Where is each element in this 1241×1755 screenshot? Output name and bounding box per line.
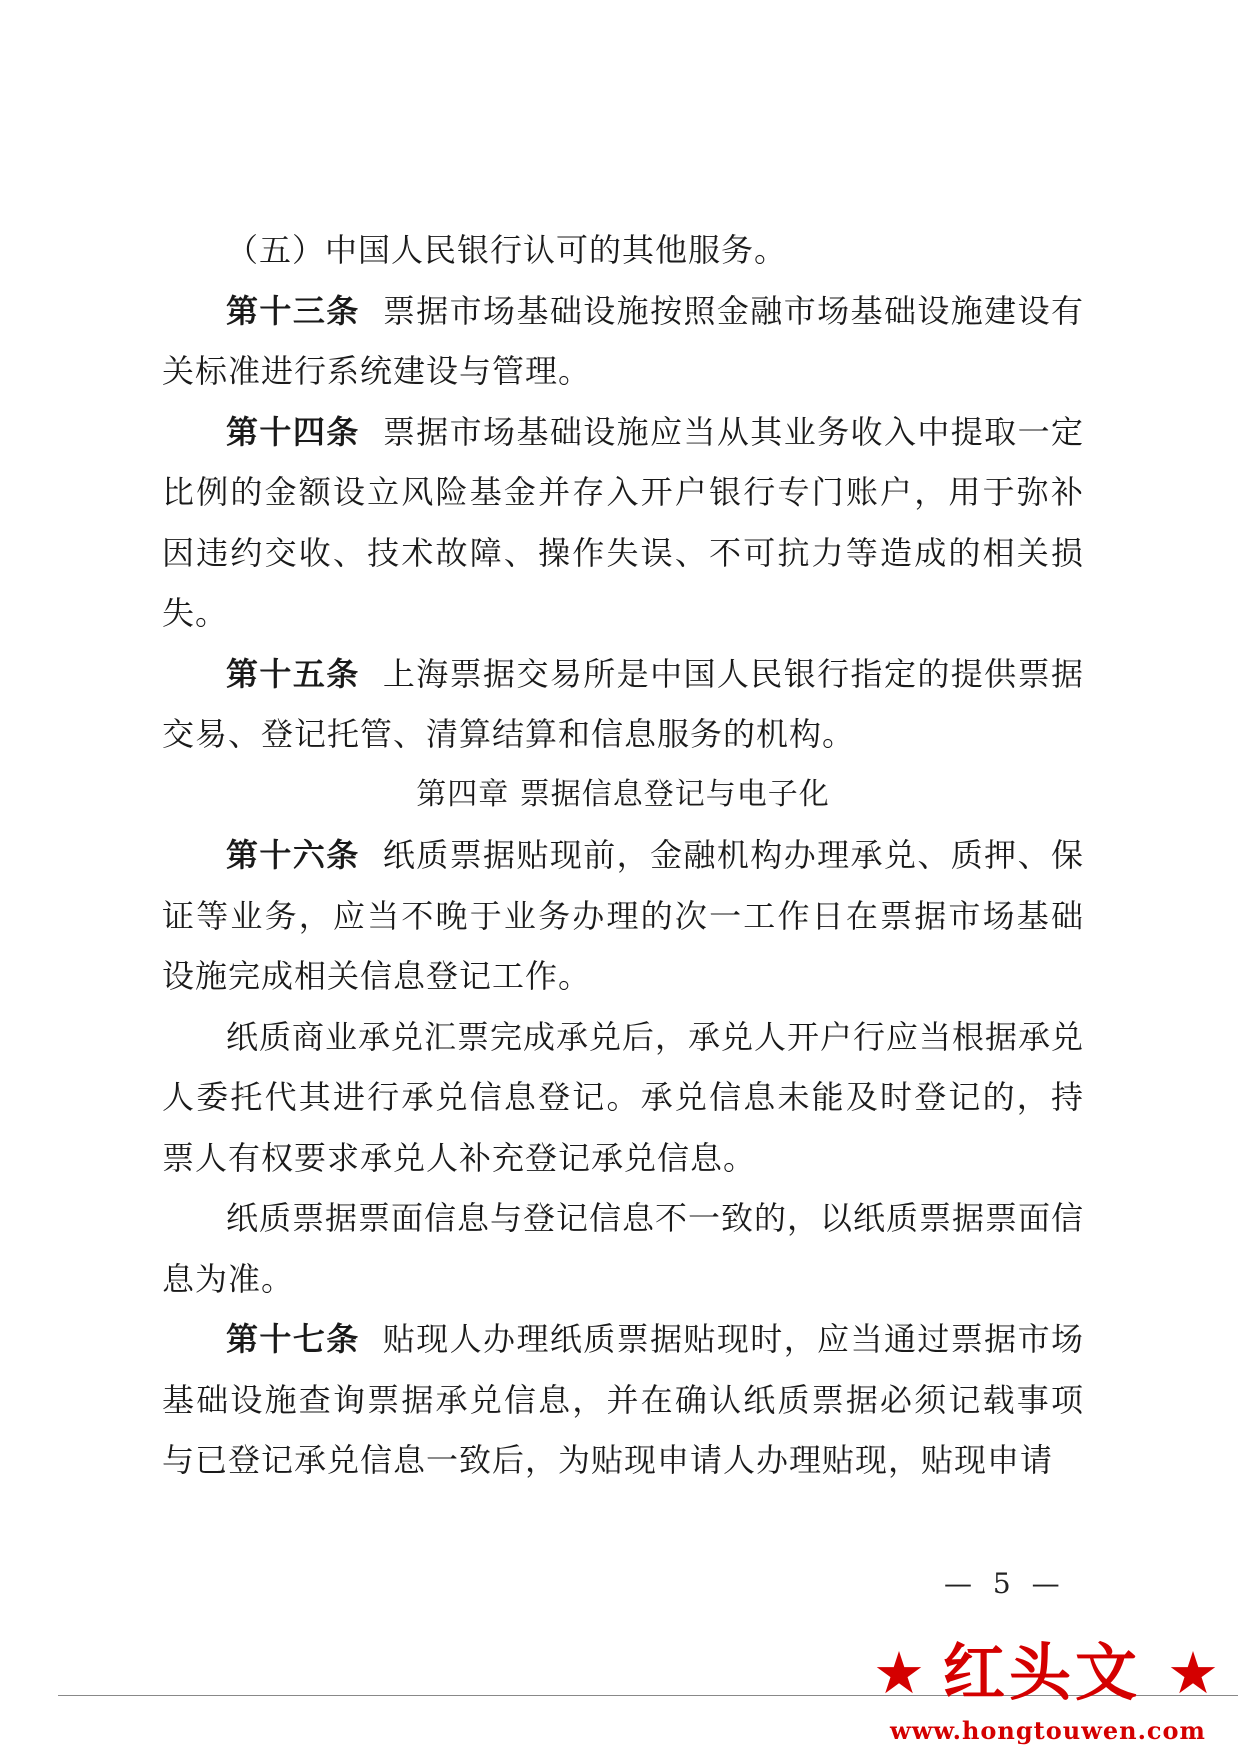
paragraph-text: （五）中国人民银行认可的其他服务。 <box>226 231 788 269</box>
article-13 <box>162 281 1084 402</box>
chapter-title: 第四章 票据信息登记与电子化 <box>416 776 830 812</box>
star-icon: ★ <box>1167 1639 1219 1707</box>
article-15 <box>162 644 1084 765</box>
article-16-paragraph-3 <box>162 1188 1084 1309</box>
watermark-url: www.hongtouwen.com <box>890 1716 1206 1745</box>
article-number: 第十三条 <box>226 291 360 330</box>
watermark-title-row <box>855 1638 1241 1708</box>
page-number: — 5 — <box>944 1567 1066 1600</box>
article-text: 票据市场基础设施按照金融市场基础设施建设有关标准进行系统建设与管理。 <box>162 291 1084 390</box>
article-text: 贴现人办理纸质票据贴现时，应当通过票据市场基础设施查询票据承兑信息，并在确认纸质票据必须记载事项与已登记承兑信息一致后，为贴现申请人办理贴现，贴现申请 <box>162 1320 1084 1479</box>
article-text: 票据市场基础设施应当从其业务收入中提取一定比例的金额设立风险基金并存入开户银行专门账户，用于弥补因违约交收、技术故障、操作失误、不可抗力等造成的相关损失。 <box>162 412 1084 632</box>
article-17 <box>162 1309 1084 1491</box>
article-text: 纸质票据贴现前，金融机构办理承兑、质押、保证等业务，应当不晚于业务办理的次一工作日在票据市场基础设施完成相关信息登记工作。 <box>162 836 1084 995</box>
article-number: 第十六条 <box>226 836 360 874</box>
article-text: 上海票据交易所是中国人民银行指定的提供票据交易、登记托管、清算结算和信息服务的机构。 <box>162 654 1084 753</box>
star-icon: ★ <box>873 1639 925 1707</box>
article-14 <box>162 402 1084 644</box>
paragraph-text: 纸质商业承兑汇票完成承兑后，承兑人开户行应当根据承兑人委托代其进行承兑信息登记。承兑信息未能及时登记的，持票人有权要求承兑人补充登记承兑信息。 <box>162 1017 1085 1177</box>
paragraph-item-5 <box>162 220 1084 281</box>
article-number: 第十四条 <box>226 412 360 451</box>
article-number: 第十五条 <box>226 654 360 693</box>
watermark-title: 红头文 <box>943 1636 1142 1709</box>
article-number: 第十七条 <box>226 1320 360 1358</box>
body-text <box>162 220 1084 1491</box>
article-16 <box>162 825 1084 1007</box>
paragraph-text: 纸质票据票面信息与登记信息不一致的，以纸质票据票面信息为准。 <box>162 1199 1085 1298</box>
article-16-paragraph-2 <box>162 1007 1084 1189</box>
watermark-logo <box>855 1638 1241 1755</box>
